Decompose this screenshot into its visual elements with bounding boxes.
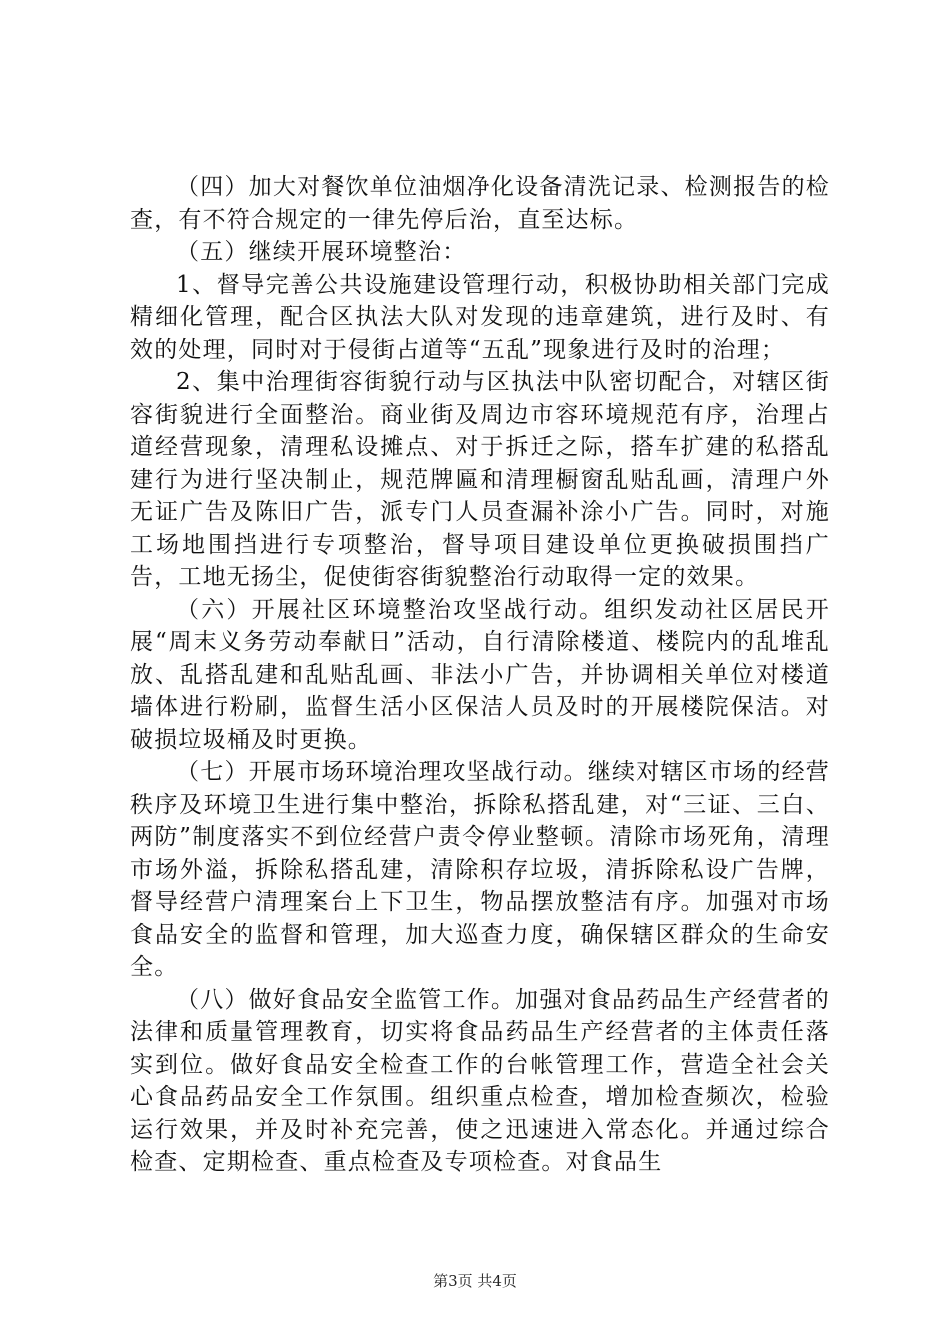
- paragraph-item-6: （六）开展社区环境整治攻坚战行动。组织发动社区居民开展“周末义务劳动奉献日”活动，自行清除楼道、楼院内的乱堆乱放、乱搭乱建和乱贴乱画、非法小广告，并协调相关单位对楼道墙体进行粉刷，监督生活小区保洁人员及时的开展楼院保洁。对破损垃圾桶及时更换。: [130, 596, 830, 753]
- paragraph-item-7: （七）开展市场环境治理攻坚战行动。继续对辖区市场的经营秩序及环境卫生进行集中整治，拆除私搭乱建，对“三证、三白、两防”制度落实不到位经营户责令停业整顿。清除市场死角，清理市场外溢，拆除私搭乱建，清除积存垃圾，清拆除私设广告牌，督导经营户清理案台上下卫生，物品摆放整洁有序。加强对市场食品安全的监督和管理，加大巡查力度，确保辖区群众的生命安全。: [130, 759, 830, 980]
- paragraph-item-5-heading: （五）继续开展环境整治：: [176, 239, 467, 265]
- document-body: [130, 171, 830, 1179]
- page-number-label: 第3页 共4页: [433, 1272, 517, 1290]
- paragraph-item-5-2: 2、集中治理街容街貌行动与区执法中队密切配合，对辖区街容街貌进行全面整治。商业街及周边市容环境规范有序，治理占道经营现象，清理私设摊点、对于拆迁之际，搭车扩建的私搭乱建行为进行坚决制止，规范牌匾和清理橱窗乱贴乱画，清理户外无证广告及陈旧广告，派专门人员查漏补涂小广告。同时，对施工场地围挡进行专项整治，督导项目建设单位更换破损围挡广告，工地无扬尘，促使街容街貌整治行动取得一定的效果。: [130, 369, 830, 590]
- page-footer: [0, 1271, 950, 1291]
- paragraph-item-5-1: 1、督导完善公共设施建设管理行动，积极协助相关部门完成精细化管理，配合区执法大队对发现的违章建筑，进行及时、有效的处理，同时对于侵街占道等“五乱”现象进行及时的治理；: [130, 271, 830, 363]
- paragraph-item-8: （八）做好食品安全监管工作。加强对食品药品生产经营者的法律和质量管理教育，切实将食品药品生产经营者的主体责任落实到位。做好食品安全检查工作的台帐管理工作，营造全社会关心食品药品安全工作氛围。组织重点检查，增加检查频次，检验运行效果，并及时补充完善，使之迅速进入常态化。并通过综合检查、定期检查、重点检查及专项检查。对食品生: [130, 986, 830, 1175]
- paragraph-item-4: （四）加大对餐饮单位油烟净化设备清洗记录、检测报告的检查，有不符合规定的一律先停后治，直至达标。: [130, 174, 830, 233]
